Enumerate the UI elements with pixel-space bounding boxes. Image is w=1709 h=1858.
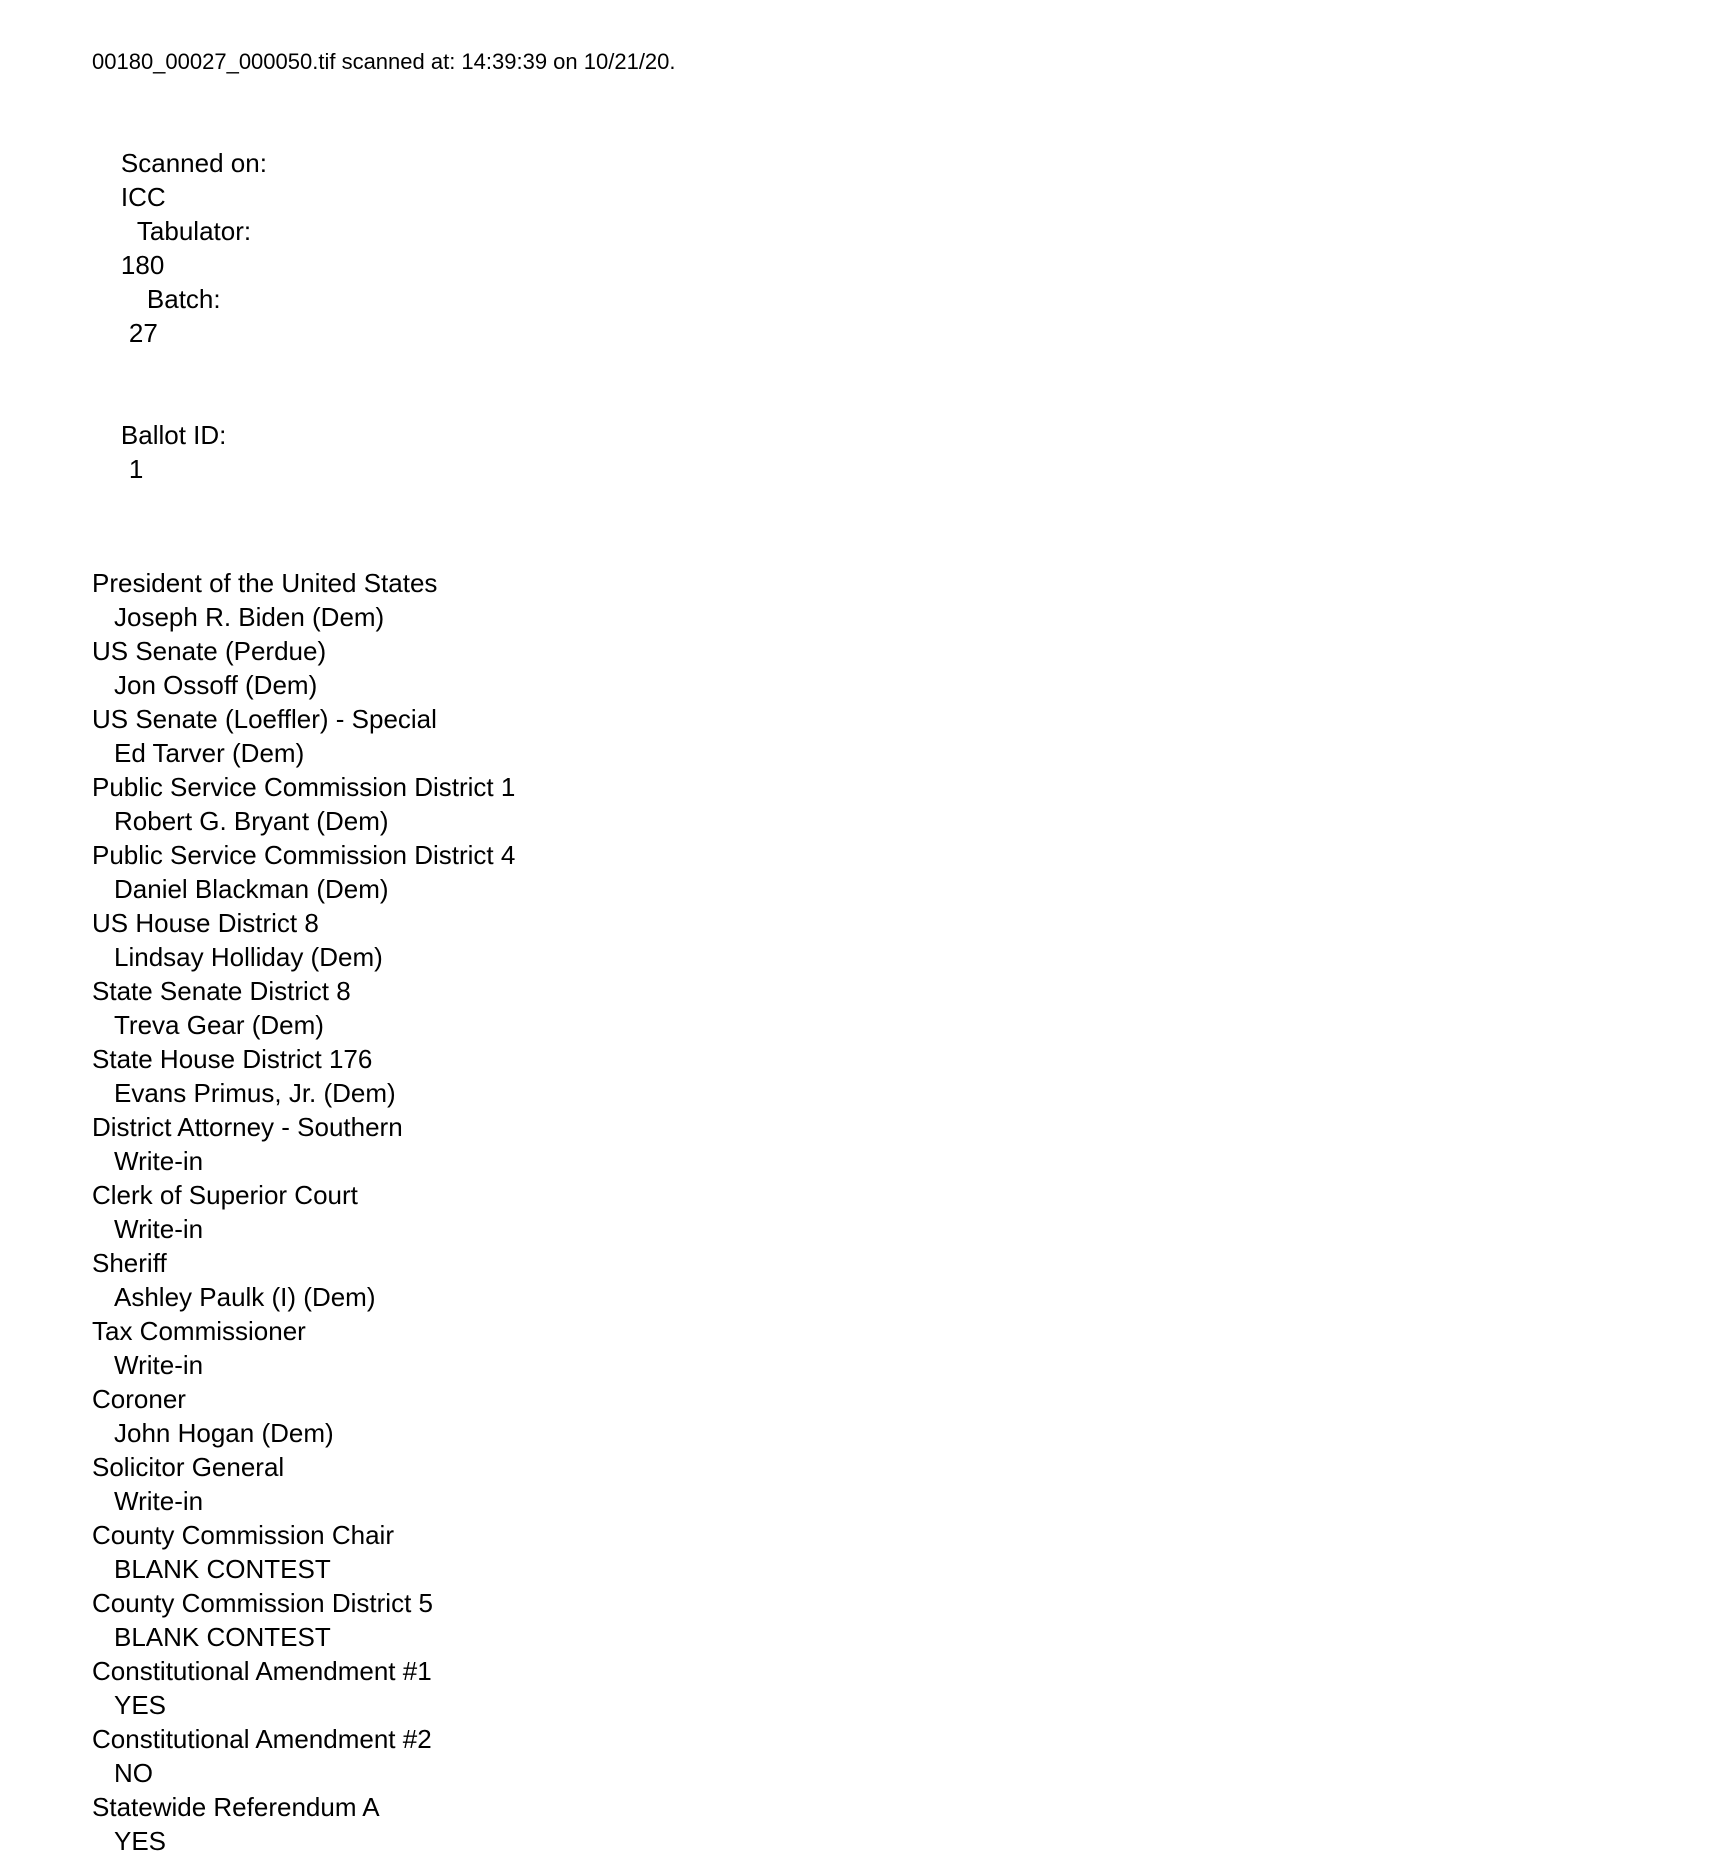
ballot-id-label: Ballot ID:: [120, 420, 227, 450]
ballot-id-line: [92, 384, 1669, 520]
vote-selection: Write-in: [114, 1486, 204, 1516]
scanned-on-label: Scanned on:: [120, 148, 267, 178]
vote-selection: Robert G. Bryant (Dem): [114, 806, 389, 836]
vote-selection: Jon Ossoff (Dem): [114, 670, 318, 700]
scanner-value: ICC: [120, 182, 166, 212]
tabulator-value: 180: [120, 250, 165, 280]
contest-title: District Attorney - Southern: [92, 1112, 403, 1142]
vote-selection: YES: [114, 1826, 167, 1856]
vote-selection: Write-in: [114, 1214, 204, 1244]
scan-info-line: [92, 112, 1669, 384]
vote-selection: Write-in: [114, 1146, 204, 1176]
vote-selection: YES: [114, 1690, 167, 1720]
vote-selection: BLANK CONTEST: [114, 1622, 331, 1652]
contest-title: Coroner: [92, 1384, 186, 1414]
contest-title: Clerk of Superior Court: [92, 1180, 358, 1210]
batch-value: 27: [128, 318, 158, 348]
contest-title: US House District 8: [92, 908, 319, 938]
ballot-id-value: 1: [128, 454, 144, 484]
scanned-file-header: 00180_00027_000050.tif scanned at: 14:39:39 on 10/21/20.: [92, 49, 676, 74]
contest-title: Tax Commissioner: [92, 1316, 306, 1346]
vote-selection: Write-in: [114, 1350, 204, 1380]
contest-title: State Senate District 8: [92, 976, 351, 1006]
contest-list: [92, 566, 1669, 1858]
contest-title: Public Service Commission District 1: [92, 772, 516, 802]
tabulator-label: Tabulator:: [136, 216, 252, 246]
contest-title: US Senate (Perdue): [92, 636, 327, 666]
vote-selection: Evans Primus, Jr. (Dem): [114, 1078, 396, 1108]
vote-selection: Joseph R. Biden (Dem): [114, 602, 385, 632]
vote-selection: Treva Gear (Dem): [114, 1010, 324, 1040]
contest-title: County Commission Chair: [92, 1520, 394, 1550]
vote-selection: NO: [114, 1758, 153, 1788]
contest-title: US Senate (Loeffler) - Special: [92, 704, 437, 734]
contest-title: Solicitor General: [92, 1452, 285, 1482]
batch-label: Batch:: [146, 284, 221, 314]
contest-title: State House District 176: [92, 1044, 373, 1074]
contest-title: President of the United States: [92, 568, 438, 598]
contest-title: Constitutional Amendment #1: [92, 1656, 432, 1686]
vote-selection: Ed Tarver (Dem): [114, 738, 305, 768]
contest-title: County Commission District 5: [92, 1588, 433, 1618]
contest-title: Public Service Commission District 4: [92, 840, 516, 870]
vote-selection: Ashley Paulk (I) (Dem): [114, 1282, 376, 1312]
vote-selection: BLANK CONTEST: [114, 1554, 331, 1584]
vote-selection: Lindsay Holliday (Dem): [114, 942, 383, 972]
contest-title: Constitutional Amendment #2: [92, 1724, 432, 1754]
contest-title: Sheriff: [92, 1248, 167, 1278]
contest-title: Statewide Referendum A: [92, 1792, 380, 1822]
vote-selection: John Hogan (Dem): [114, 1418, 334, 1448]
vote-selection: Daniel Blackman (Dem): [114, 874, 389, 904]
